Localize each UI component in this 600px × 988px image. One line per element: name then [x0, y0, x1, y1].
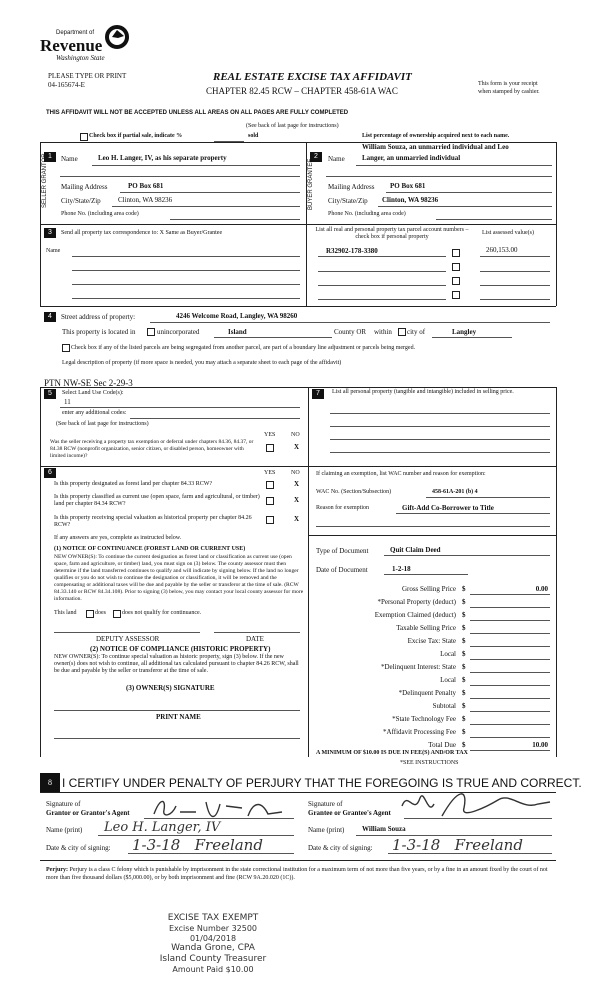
seller-mailing-label: Mailing Address	[61, 183, 108, 191]
parcel-header: List all real and personal property tax parcel account numbers – check box if personal property	[315, 227, 469, 240]
section-7-badge: 7	[312, 389, 324, 399]
located-text: This property is located in	[62, 328, 136, 336]
personal-property-checkbox-2[interactable]	[452, 263, 460, 271]
section6-q1-yes-checkbox[interactable]	[266, 481, 274, 489]
notice1-title: (1) NOTICE OF CONTINUANCE (FOREST LAND OR CURRENT USE)	[54, 546, 246, 552]
tax-row-dollar: $	[462, 676, 466, 684]
see-back-note: (See back of last page for instructions)	[246, 123, 339, 129]
grantor-date-label: Date & city of signing:	[46, 844, 111, 852]
seller-name: Leo H. Langer, IV, as his separate property	[98, 154, 227, 162]
county-label: County OR	[334, 328, 367, 336]
grantor-sig-label-1: Signature of	[46, 800, 81, 808]
section5-no-header: NO	[291, 432, 300, 438]
form-number: 04-165674-E	[48, 81, 85, 89]
does-checkbox[interactable]	[86, 610, 94, 618]
stamp-line-1: EXCISE TAX EXEMPT	[167, 913, 259, 923]
within-city-checkbox[interactable]	[398, 328, 406, 336]
tax-row-label: *Delinquent Penalty	[398, 689, 456, 697]
section6-q2-yes-checkbox[interactable]	[266, 497, 274, 505]
section5-yes-checkbox[interactable]	[266, 444, 274, 452]
perjury-label: Perjury:	[46, 867, 68, 873]
tax-row-label: *State Technology Fee	[392, 715, 456, 723]
if-yes-text: If any answers are yes, complete as instructed below.	[54, 535, 182, 541]
section5-question: Was the seller receiving a property tax exemption or deferral under chapters 84.36, 84.37, or 84.38 RCW (nonprofit organization, senior citizen, or disabled person, homeowner with limited income)?	[50, 439, 254, 459]
tax-row-label: Excise Tax: State	[407, 637, 456, 645]
unincorporated-label: unincorporated	[157, 328, 200, 336]
personal-property-checkbox-3[interactable]	[452, 277, 460, 285]
buyer-mailing: PO Box 681	[390, 182, 426, 190]
section5-see-back: (See back of last page for instructions)	[56, 421, 149, 427]
tax-row-label: Local	[440, 650, 456, 658]
grantor-name: Leo H. Langer, IV	[104, 820, 221, 835]
section-8-badge: 8	[40, 773, 60, 792]
ownership-note: List percentage of ownership acquired next to each name.	[362, 133, 510, 139]
grantor-sig-label-2: Grantor or Grantor's Agent	[46, 809, 130, 817]
assessed-value: 260,153.00	[486, 246, 518, 254]
buyer-phone-label: Phone No. (including area code)	[328, 211, 406, 217]
legal-text: Legal description of property (if more space is needed, you may attach a separate sheet to each page of the affidavit)	[62, 360, 342, 366]
tax-row-dollar: $	[462, 637, 466, 645]
stamp-line-3: 01/04/2018	[189, 934, 237, 943]
buyer-mailing-label: Mailing Address	[328, 183, 375, 191]
dept-title: Revenue	[40, 36, 103, 55]
buyer-name-label: Name	[328, 155, 345, 163]
section5-answer: X	[294, 443, 300, 451]
tax-row-dollar: $	[462, 585, 466, 593]
reason-label: Reason for exemption	[316, 505, 369, 511]
street-address: 4246 Welcome Road, Langley, WA 98260	[176, 312, 298, 320]
correspondence-name-label: Name	[46, 248, 61, 254]
does-label: does	[95, 610, 106, 616]
deputy-assessor-label: DEPUTY ASSESSOR	[96, 635, 160, 643]
section5-yes-header: YES	[264, 432, 276, 438]
tax-row-label: *Affidavit Processing Fee	[383, 728, 456, 736]
assessed-header: List assessed value(s)	[482, 230, 534, 236]
correspondence-text: Send all property tax correspondence to: X Same as Buyer/Grantee	[61, 230, 223, 236]
tax-row-label: Exemption Claimed (deduct)	[374, 611, 456, 619]
doc-date-value: 1-2-18	[392, 565, 411, 573]
segregated-text: Check box if any of the listed parcels are being segregated from another parcel, are part of a boundary line adjustment or parcels being merged.	[71, 345, 416, 351]
buyer-name-line2: Langer, an unmarried individual	[362, 154, 461, 162]
section6-q3: Is this property receiving special valuation as historical property per chapter 84.26 RCW?	[54, 515, 252, 528]
receipt-note-2: when stamped by cashier.	[478, 89, 540, 95]
perjury-notice	[46, 866, 554, 882]
land-use-label: Select Land Use Code(s):	[62, 390, 124, 396]
tax-row-dollar: $	[462, 689, 466, 697]
minimum-note: A MINIMUM OF $10.00 IS DUE IN FEE(S) AND/OR TAX	[316, 750, 468, 756]
tax-row-label: Taxable Selling Price	[396, 624, 456, 632]
receipt-note-1: This form is your receipt	[478, 81, 538, 87]
buyer-city-label: City/State/Zip	[328, 197, 368, 205]
section-2-badge: 2	[310, 152, 322, 162]
section6-q1-answer: X	[294, 480, 300, 488]
stamp-line-4: Wanda Grone, CPA	[171, 943, 255, 953]
tax-row-dollar: $	[462, 741, 466, 749]
form-notice: THIS AFFIDAVIT WILL NOT BE ACCEPTED UNLESS ALL AREAS ON ALL PAGES ARE FULLY COMPLETED	[46, 110, 349, 116]
grantee-name: William Souza	[362, 825, 406, 833]
stamp-line-2: Excise Number 32500	[168, 924, 258, 933]
section-5-badge: 5	[44, 389, 56, 399]
form-title: REAL ESTATE EXCISE TAX AFFIDAVIT	[213, 71, 412, 83]
does-not-checkbox[interactable]	[113, 610, 121, 618]
grantee-sig-label-1: Signature of	[308, 800, 343, 808]
tax-row-dollar: $	[462, 650, 466, 658]
city-of-label: city of	[407, 328, 426, 336]
tax-row-dollar: $	[462, 611, 466, 619]
deputy-date-label: DATE	[246, 635, 264, 643]
seller-mailing: PO Box 681	[128, 182, 164, 190]
street-label: Street address of property:	[61, 313, 136, 321]
tax-row-dollar: $	[462, 728, 466, 736]
section-6-badge: 6	[44, 468, 56, 478]
seller-name-label: Name	[61, 155, 78, 163]
land-use-code: 11	[64, 398, 71, 406]
section6-q2: Is this property classified as current use (open space, farm and agricultural, or timber) land per chapter 84.34 RCW?	[54, 494, 260, 507]
tax-row-dollar: $	[462, 598, 466, 606]
tax-row-label: *Delinquent Interest: State	[380, 663, 456, 671]
tax-row-label: Subtotal	[432, 702, 456, 710]
seller-city-label: City/State/Zip	[61, 197, 101, 205]
personal-property-checkbox-4[interactable]	[452, 291, 460, 299]
grantee-sig-label-2: Grantee or Grantee's Agent	[308, 809, 391, 817]
notice1-body: NEW OWNER(S): To continue the current designation as forest land or classification as current use (open space, farm and agriculture, or timber) land, you must sign on (3) below. The county assessor must then determine if the land transferred continues to qualify and will indicate by signing below. If the land no longer qualifies or you do not wish to continue the designation or classification, it will be removed and the compensating or additional taxes will be due and payable by the seller or transferor at the time of sale. (RCW 84.33.140 or RCW 84.34.108). Prior to signing (3) below, you may contact your local county assessor for more information.	[54, 554, 304, 602]
tax-row-dollar: $	[462, 663, 466, 671]
grantee-date-label: Date & city of signing:	[308, 844, 373, 852]
seller-city: Clinton, WA 98236	[118, 196, 173, 204]
tax-row-dollar: $	[462, 624, 466, 632]
grantor-date-city: 1-3-18 Freeland	[132, 836, 263, 854]
tax-row-dollar: $	[462, 702, 466, 710]
grantee-signature	[398, 786, 554, 822]
tax-row-label: Local	[440, 676, 456, 684]
owner-signature-label: (3) OWNER(S) SIGNATURE	[126, 684, 215, 692]
section6-q2-answer: X	[294, 496, 300, 504]
section-1-badge: 1	[44, 152, 56, 162]
tax-row-label: Total Due	[428, 741, 456, 749]
grantee-date-city: 1-3-18 Freeland	[392, 836, 523, 854]
see-instructions: *SEE INSTRUCTIONS	[400, 760, 459, 766]
section6-no-header: NO	[291, 470, 300, 476]
county-value: Island	[228, 328, 247, 336]
section-4-badge: 4	[44, 312, 56, 322]
dept-logo-icon	[104, 24, 130, 50]
wac-label: WAC No. (Section/Subsection)	[316, 489, 392, 495]
exemption-text: If claiming an exemption, list WAC number and reason for exemption:	[316, 471, 486, 477]
unincorporated-checkbox[interactable]	[147, 328, 155, 336]
grantee-name-label: Name (print)	[308, 826, 345, 834]
grantor-name-label: Name (print)	[46, 826, 83, 834]
seller-phone-label: Phone No. (including area code)	[61, 211, 139, 217]
doc-type-value: Quit Claim Deed	[390, 546, 441, 554]
dept-small-text: Department of	[56, 30, 95, 36]
section6-q3-yes-checkbox[interactable]	[266, 516, 274, 524]
section-3-badge: 3	[44, 228, 56, 238]
stamp-line-6: Amount Paid $10.00	[172, 965, 254, 974]
wac-number: 458-61A-201 (b) 4	[432, 489, 478, 495]
doc-date-label: Date of Document	[316, 566, 368, 574]
buyer-city: Clinton, WA 98236	[382, 196, 439, 204]
tax-row-value: 10.00	[532, 741, 548, 749]
tax-row-value: 0.00	[535, 585, 548, 593]
parcel-number: R32902-178-3380	[326, 247, 378, 255]
this-land-label: This land	[54, 610, 77, 616]
seller-side-label: SELLER GRANTOR	[42, 153, 48, 208]
certify-statement: I CERTIFY UNDER PENALTY OF PERJURY THAT THE FOREGOING IS TRUE AND CORRECT.	[62, 776, 582, 790]
personal-property-checkbox-1[interactable]	[452, 249, 460, 257]
reason-value: Gift-Add Co-Borrower to Title	[402, 504, 494, 512]
tax-row-label: *Personal Property (deduct)	[377, 598, 456, 606]
within-label: within	[374, 328, 392, 336]
additional-codes-label: enter any additional codes:	[62, 410, 127, 416]
buyer-side-label: BUYER GRANTEE	[308, 158, 314, 210]
perjury-text: Perjury is a class C felony which is punishable by imprisonment in the state correctional institution for a maximum term of not more than five years, or by a fine in an amount fixed by the court of not more than five thousand dollars ($5,000.00), or by both imprisonment and fine (RCW 9A.20.020 (1C)).	[46, 867, 548, 881]
tax-row-dollar: $	[462, 715, 466, 723]
notice2-title: (2) NOTICE OF COMPLIANCE (HISTORIC PROPERTY)	[90, 645, 271, 653]
print-name-label: PRINT NAME	[156, 713, 201, 721]
partial-sale-checkbox[interactable]	[80, 133, 88, 141]
dept-state: Washington State	[56, 54, 105, 62]
doc-type-label: Type of Document	[316, 547, 369, 555]
please-type: PLEASE TYPE OR PRINT	[48, 72, 127, 80]
segregated-checkbox[interactable]	[62, 344, 70, 352]
personal-property-text: List all personal property (tangible and intangible) included in selling price.	[332, 389, 514, 395]
section6-yes-header: YES	[264, 470, 276, 476]
partial-sale-label: Check box if partial sale, indicate %	[89, 133, 183, 139]
form-chapters: CHAPTER 82.45 RCW – CHAPTER 458-61A WAC	[206, 86, 398, 96]
legal-description: PTN NW-SE Sec 2-29-3	[44, 378, 133, 388]
stamp-line-5: Island County Treasurer	[159, 954, 267, 964]
buyer-name-line1: William Souza, an unmarried individual and Leo	[362, 143, 509, 151]
sold-label: sold	[248, 133, 259, 139]
section6-q1: Is this property designated as forest land per chapter 84.33 RCW?	[54, 481, 213, 487]
notice2-body: NEW OWNER(S): To continue special valuation as historic property, sign (3) below. If the new owner(s) does not wish to continue, all additional tax calculated pursuant to chapter 84.26 RCW, shall be due and payable by the seller or transferor at the time of sale.	[54, 654, 299, 674]
section6-q3-answer: X	[294, 515, 300, 523]
tax-row-label: Gross Selling Price	[401, 585, 456, 593]
city-value: Langley	[452, 328, 477, 336]
does-not-label: does not qualify for continuance.	[122, 610, 202, 616]
